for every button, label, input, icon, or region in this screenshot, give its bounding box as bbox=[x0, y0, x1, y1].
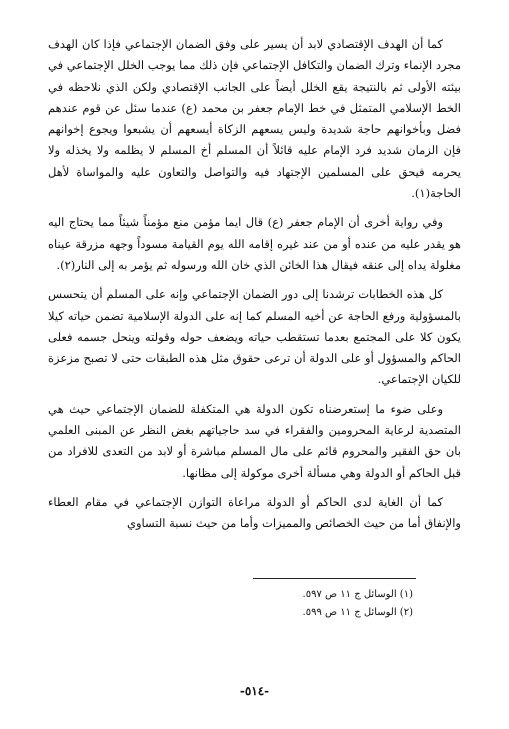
footnote-divider bbox=[253, 578, 416, 579]
body-text bbox=[48, 34, 461, 535]
paragraph-5: كما أن الغاية لدى الحاكم أو الدولة مراعاة التوازن الإجتماعي في مقام العطاء والإنفاق أما من حيث الخصائص والمميزات وأما من حيث نسبة التساوي bbox=[48, 494, 461, 531]
paragraph-1: كما أن الهدف الإقتصادي لابد أن يسير على وفق الضمان الإجتماعي فإذا كان الهدف مجرد الإنماء وترك الضمان والتكافل الإجتماعي فإن ذلك مما يوجب الخلل الإجتماعي في بيئته الأولى ثم بالنتيجة يقع الخلل أيضاً على الجانب الإقتصادي ولكن الذي نلاحظه في الخط الإسلامي المتمثل في خط الإمام جعفر بن محمد (ع) عندما سئل عن قوم عندهم فضل وبأخوانهم حاجة شديدة وليس يسعهم الزكاة أيسعهم أن يشبعوا ويجوع إخوانهم فإن الزمان شديد فرد الإمام عليه قائلاً أن المسلم أخ المسلم لا يظلمه ولا يخذله ولا يحرمه فيحق على المسلمين الإجتهاد فيه والتواصل والتعاون عليه والمواساة لأهل الحاجة(١). bbox=[48, 37, 461, 201]
footnote-2: (٢) الوسائل ج ١١ ص ٥٩٩. bbox=[302, 607, 413, 618]
paragraph-3: كل هذه الخطابات ترشدنا إلى دور الضمان الإجتماعي وإنه على المسلم أن يتحسس بالمسؤولية ورفع الحاجة عن أخيه المسلم كما إنه على الدولة الإسلامية تضمن حياته كيلا يكون كلا على المجتمع بعدما تستقطب حياته ويضعف حوله وقولته وينحل جسمه فعلى الحاكم والمسؤول أو على الدولة أن ترعى حقوق مثل هذه الطبقات حتى لا تصبح مزعزة للكيان الإجتماعي. bbox=[48, 287, 461, 387]
paragraph-4: وعلى ضوء ما إستعرضناه تكون الدولة هي المتكفلة للضمان الإجتماعي حيث هي المتصدية لرعاية المحرومين والفقراء في سد حاجياتهم بغض النظر عن المبنى العلمي بان حق الفقير والمحروم قائم على مال المسلم مباشرة أو لابد من التعدى للافراد من قبل الحاكم أو الدولة وهي مسألة أخرى موكولة إلى مظانها. bbox=[48, 401, 461, 480]
footnotes bbox=[213, 586, 413, 622]
paragraph-2: وفي رواية أخرى أن الإمام جعفر (ع) قال ايما مؤمن منع مؤمناً شيئاً مما يحتاج اليه هو يقدر عليه من عنده أو من عند غيره إقامه الله يوم القيامة مسوداً وجهه مزرقة عيناه مغلولة يداه إلى عنقه فيقال هذا الخائن الذي خان الله ورسوله ثم يؤمر به إلى النار(٢). bbox=[48, 215, 461, 272]
footnote-1: (١) الوسائل ج ١١ ص ٥٩٧. bbox=[302, 589, 413, 600]
page-number: -٥١٤- bbox=[239, 684, 270, 698]
